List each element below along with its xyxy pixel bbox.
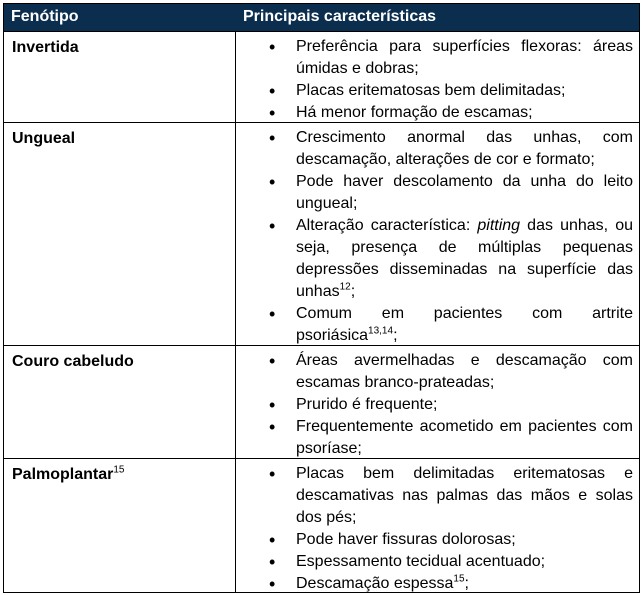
list-item: • Placas eritematosas bem delimitadas; — [236, 80, 633, 102]
table-row-ungueal — [4, 122, 639, 345]
list-item: • Frequentemente acometido em pacientes com psoríase; — [236, 416, 633, 460]
phenotype-cell — [4, 346, 235, 458]
list-item — [236, 573, 633, 595]
list-item: • Crescimento anormal das unhas, com descamação, alterações de cor e formato; — [236, 127, 633, 171]
text: ; — [464, 575, 469, 592]
characteristics-cell — [235, 346, 639, 458]
phenotype-name: Couro cabeludo — [12, 353, 134, 370]
list-item — [236, 303, 633, 347]
header-characteristics: Principais características — [243, 8, 437, 25]
text: das unhas, ou seja, presença de múltiplas pequenas depressões disseminadas na superfície das unhas — [296, 217, 633, 300]
list-item: • Placas bem delimitadas eritematosas e descamativas nas palmas das mãos e solas dos pés; — [236, 463, 633, 529]
text: Comum em pacientes com artrite psoriásica — [296, 305, 633, 344]
phenotype-name: Palmoplantar — [12, 466, 114, 483]
list-item: • Espessamento tecidual acentuado; — [236, 551, 633, 573]
text: Alteração característica: — [296, 217, 478, 234]
list-item: • Preferência para superfícies flexoras: áreas úmidas e dobras; — [236, 36, 633, 80]
list-item: • Há menor formação de escamas; — [236, 102, 633, 124]
characteristics-cell — [235, 123, 639, 345]
phenotype-cell — [4, 459, 235, 592]
text: Descamação espessa — [296, 575, 454, 592]
text: ; — [350, 283, 356, 300]
phenotype-name: Invertida — [12, 39, 79, 56]
table-row-couro-cabeludo — [4, 345, 639, 458]
table-row-palmoplantar — [4, 458, 639, 592]
citation: 13,14 — [368, 325, 394, 337]
phenotype-cell — [4, 32, 235, 122]
phenotype-table — [3, 3, 640, 593]
citation: 12 — [339, 281, 351, 293]
emphasis-text: pitting — [477, 217, 521, 234]
text: ; — [393, 327, 398, 344]
list-item: • Áreas avermelhadas e descamação com escamas branco-prateadas; — [236, 350, 633, 394]
citation: 15 — [453, 573, 465, 585]
table-header — [4, 4, 639, 31]
phenotype-name: Ungueal — [12, 130, 76, 147]
characteristics-cell — [235, 32, 639, 122]
table-row-invertida — [4, 31, 639, 122]
list-item: • Pode haver fissuras dolorosas; — [236, 529, 633, 551]
citation: 15 — [113, 464, 125, 476]
phenotype-cell — [4, 123, 235, 345]
list-item: • Prurido é frequente; — [236, 394, 633, 416]
list-item: • Pode haver descolamento da unha do leito ungueal; — [236, 171, 633, 215]
header-phenotype: Fenótipo — [11, 8, 79, 25]
list-item — [236, 215, 633, 303]
characteristics-cell — [235, 459, 639, 592]
